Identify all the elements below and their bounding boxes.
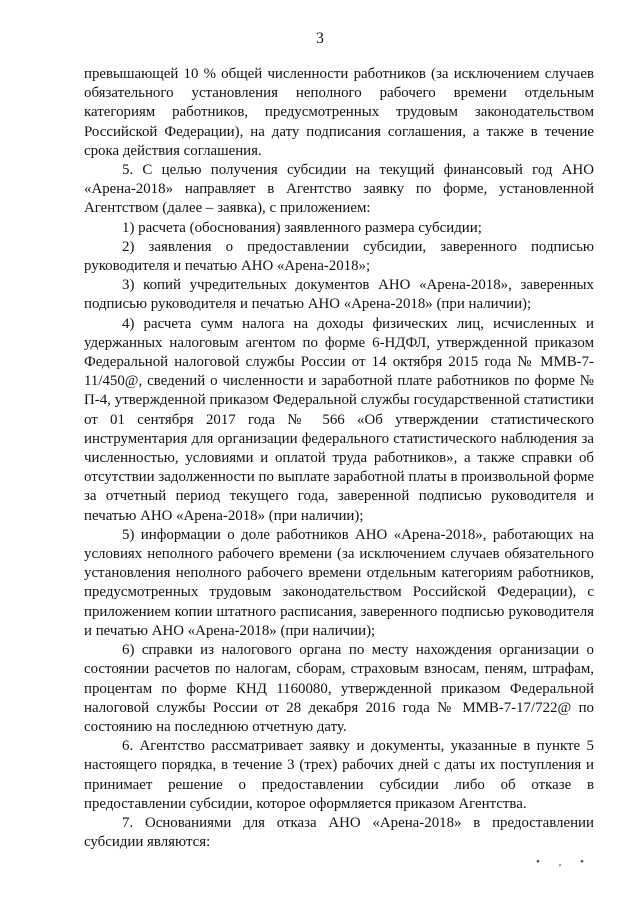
paragraph-continuation: превышающей 10 % общей численности работников (за исключением случаев обязательного установления неполного рабочего времени отдельным категориям работников, предусмотренных трудовым законодательством Российской Федерации), на дату подписания соглашения, а также в течение срока действия соглашения. <box>84 66 594 159</box>
scan-marks: • , • <box>536 856 592 868</box>
page-number: 3 <box>316 30 324 47</box>
list-item-2: 2) заявления о предоставлении субсидии, заверенного подписью руководителя и печатью АНО «Арена-2018»; <box>84 238 594 275</box>
list-item-1: 1) расчета (обоснования) заявленного размера субсидии; <box>122 219 482 236</box>
list-item-6: 6) справки из налогового органа по месту нахождения организации о состоянии расчетов по налогам, сборам, страховым взносам, пеням, штрафам, процентам по форме КНД 1160080, утвержденной приказом Федеральной налоговой службы России от 28 декабря 2016 года № ММВ-7-17/722@ по состоянию на последнюю отчетную дату. <box>84 642 594 735</box>
document-body <box>84 65 594 852</box>
list-item-4: 4) расчета сумм налога на доходы физических лиц, исчисленных и удержанных налоговым агентом по форме 6-НДФЛ, утвержденной приказом Федеральной налоговой службы России от 14 октября 2015 года № ММВ-7-11/450@, сведений о численности и заработной плате работников по форме № П-4, утвержденной приказом Федеральной службы государственной статистики от 01 сентября 2017 года № 566 «Об утверждении статистического инструментария для организации федерального статистического наблюдения за численностью, условиями и оплатой труда работников», а также справки об отсутствии задолженности по выплате заработной платы в произвольной форме за отчетный период текущего года, заверенной подписью руководителя и печатью АНО «Арена-2018» (при наличии); <box>84 315 594 524</box>
paragraph-clause-5: 5. С целью получения субсидии на текущий финансовый год АНО «Арена-2018» направляет в Агентство заявку по форме, установленной Агентством (далее – заявка), с приложением: <box>84 162 594 217</box>
paragraph-clause-7: 7. Основаниями для отказа АНО «Арена-2018» в предоставлении субсидии являются: <box>84 814 594 851</box>
list-item-3: 3) копий учредительных документов АНО «Арена-2018», заверенных подписью руководителя и печатью АНО «Арена-2018» (при наличии); <box>84 277 594 313</box>
paragraph-clause-6: 6. Агентство рассматривает заявку и документы, указанные в пункте 5 настоящего порядка, в течение 3 (трех) рабочих дней с даты их поступления и принимает решение о предоставлении субсидии либо об отказе в предоставлении субсидии, которое оформляется приказом Агентства. <box>84 738 594 812</box>
list-item-5: 5) информации о доле работников АНО «Арена-2018», работающих на условиях неполного рабочего времени (за исключением случаев обязательного установления неполного рабочего времени отдельным категориям работников, предусмотренных трудовым законодательством Российской Федерации), с приложением копии штатного расписания, заверенного подписью руководителя и печатью АНО «Арена-2018» (при наличии); <box>84 526 594 639</box>
